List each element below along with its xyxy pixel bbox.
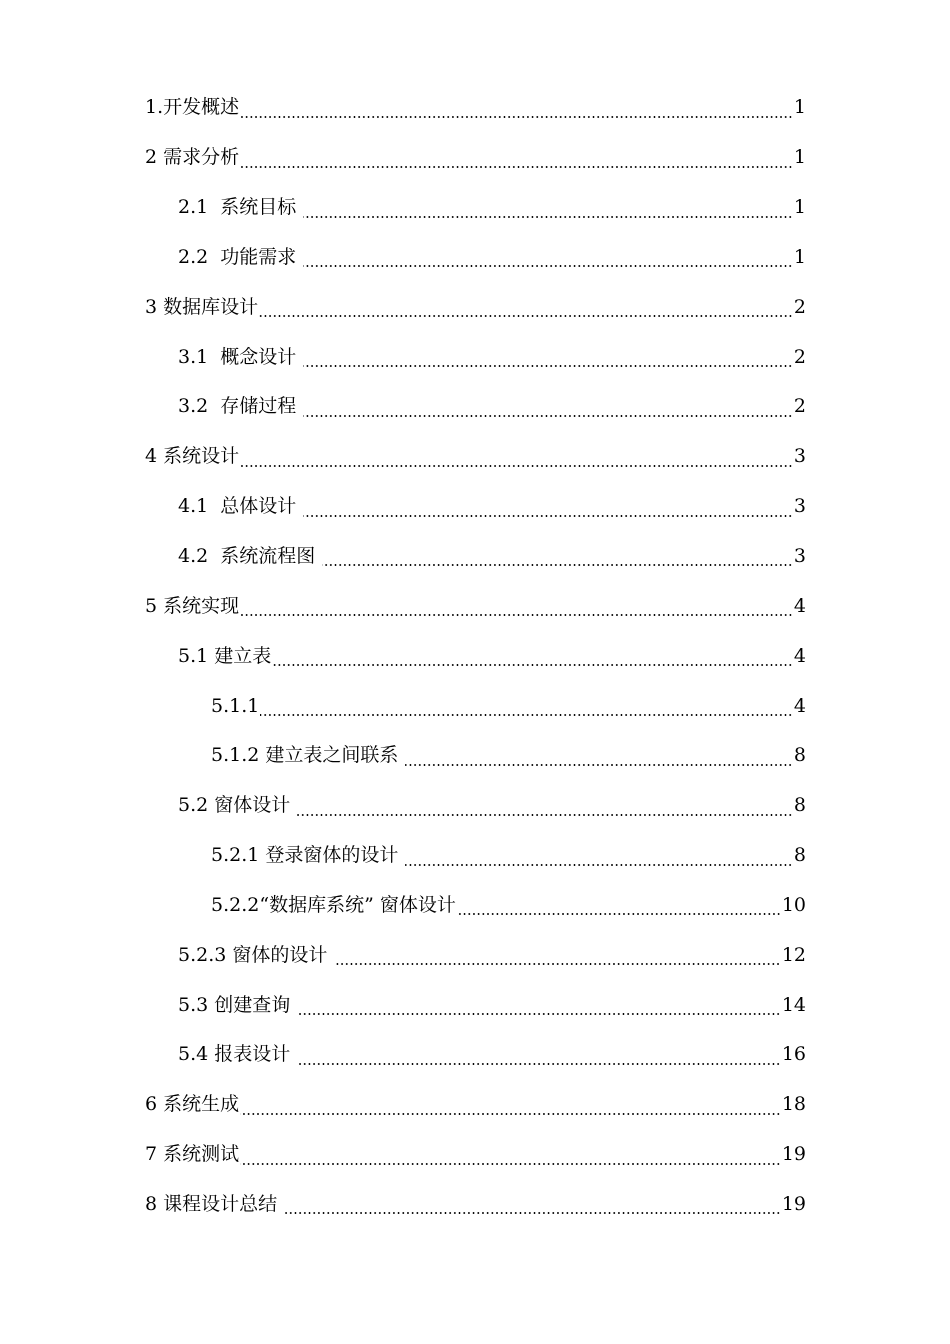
toc-entry-title: 创建查询 xyxy=(214,993,297,1016)
toc-entry-number: 5.1.1 xyxy=(211,694,260,717)
toc-entry-title: “数据库系统” 窗体设计 xyxy=(259,893,456,916)
toc-page-number: 1 xyxy=(793,146,806,169)
toc-page-number: 2 xyxy=(793,345,806,368)
toc-page-number: 3 xyxy=(793,495,806,518)
toc-page-number: 14 xyxy=(781,993,806,1016)
toc-dot-leader xyxy=(405,764,792,766)
toc-entry[interactable] xyxy=(0,881,950,931)
toc-entry-number: 5.1 xyxy=(178,644,215,667)
toc-page-number: 1 xyxy=(793,245,806,268)
toc-entry-number: 5.2 xyxy=(178,794,215,817)
toc-entry[interactable] xyxy=(0,532,950,582)
toc-dot-leader xyxy=(303,515,793,517)
toc-entry-number: 5.2.2 xyxy=(211,893,260,916)
toc-entry-number: 6 xyxy=(145,1093,164,1116)
toc-entry[interactable] xyxy=(0,282,950,332)
toc-entry-number: 5 xyxy=(145,594,164,617)
toc-dot-leader xyxy=(240,1113,781,1115)
toc-dot-leader xyxy=(322,564,793,566)
toc-page-number: 4 xyxy=(793,594,806,617)
toc-entry-number: 5.3 xyxy=(178,993,215,1016)
toc-entry[interactable] xyxy=(0,1030,950,1080)
toc-entry[interactable] xyxy=(0,781,950,831)
toc-page-number: 19 xyxy=(781,1192,806,1215)
toc-page-number: 8 xyxy=(793,744,806,767)
toc-entry[interactable] xyxy=(0,233,950,283)
toc-dot-leader xyxy=(297,1013,781,1015)
toc-page-number: 10 xyxy=(781,893,806,916)
toc-entry-number: 4.1 xyxy=(178,495,221,518)
toc-page-number: 3 xyxy=(793,445,806,468)
toc-entry[interactable] xyxy=(0,631,950,681)
toc-page-number: 12 xyxy=(781,943,806,966)
toc-dot-leader xyxy=(272,664,793,666)
toc-entry-title: 课程设计总结 xyxy=(163,1192,284,1215)
toc-dot-leader xyxy=(303,216,793,218)
toc-dot-leader xyxy=(240,166,793,168)
toc-entry-title: 存储过程 xyxy=(220,395,303,418)
toc-entry-title: 系统目标 xyxy=(220,196,303,219)
toc-entry[interactable] xyxy=(0,432,950,482)
toc-entry[interactable] xyxy=(0,581,950,631)
toc-entry[interactable] xyxy=(0,133,950,183)
toc-page-number: 16 xyxy=(781,1043,806,1066)
toc-entry-number: 5.4 xyxy=(178,1043,215,1066)
toc-entry[interactable] xyxy=(0,183,950,233)
toc-entry-number: 3.1 xyxy=(178,345,221,368)
toc-entry-number: 5.2.1 xyxy=(211,844,266,867)
toc-entry-title: 窗体设计 xyxy=(214,794,297,817)
toc-entry-title: 总体设计 xyxy=(220,495,303,518)
toc-entry[interactable] xyxy=(0,930,950,980)
toc-entry-title: 系统设计 xyxy=(163,445,240,468)
toc-entry-number: 4.2 xyxy=(178,545,221,568)
toc-dot-leader xyxy=(240,614,793,616)
toc-entry-number: 4 xyxy=(145,445,164,468)
toc-entry-number: 1. xyxy=(145,96,164,119)
toc-entry-number: 7 xyxy=(145,1143,164,1166)
toc-dot-leader xyxy=(303,265,793,267)
toc-entry-number: 3 xyxy=(145,295,164,318)
toc-entry-title: 建立表 xyxy=(214,644,272,667)
toc-entry-number: 5.1.2 xyxy=(211,744,266,767)
toc-dot-leader xyxy=(334,963,780,965)
toc-page-number: 2 xyxy=(793,395,806,418)
toc-entry[interactable] xyxy=(0,83,950,133)
toc-dot-leader xyxy=(260,714,793,716)
toc-dot-leader xyxy=(284,1212,781,1214)
toc-entry-title: 系统测试 xyxy=(163,1143,240,1166)
toc-entry-title: 系统实现 xyxy=(163,594,240,617)
toc-entry[interactable] xyxy=(0,831,950,881)
toc-entry-title: 报表设计 xyxy=(214,1043,297,1066)
toc-entry[interactable] xyxy=(0,382,950,432)
toc-dot-leader xyxy=(240,116,793,118)
toc-page-number: 4 xyxy=(793,694,806,717)
toc-page-number: 19 xyxy=(781,1143,806,1166)
toc-page-number: 4 xyxy=(793,644,806,667)
toc-entry[interactable] xyxy=(0,980,950,1030)
toc-entry[interactable] xyxy=(0,731,950,781)
toc-dot-leader xyxy=(259,315,793,317)
toc-entry[interactable] xyxy=(0,1130,950,1180)
toc-entry-title: 建立表之间联系 xyxy=(265,744,405,767)
toc-dot-leader xyxy=(240,465,793,467)
toc-entry-title: 开发概述 xyxy=(163,96,240,119)
toc-entry[interactable] xyxy=(0,1180,950,1230)
toc-entry-title: 数据库设计 xyxy=(163,295,259,318)
toc-entry-number: 2.2 xyxy=(178,245,221,268)
toc-page-number: 8 xyxy=(793,794,806,817)
toc-dot-leader xyxy=(405,864,792,866)
toc-entry-number: 5.2.3 xyxy=(178,943,233,966)
toc-entry[interactable] xyxy=(0,681,950,731)
toc-page-number: 2 xyxy=(793,295,806,318)
toc-entry-number: 3.2 xyxy=(178,395,221,418)
toc-page-number: 3 xyxy=(793,545,806,568)
toc-entry-number: 2 xyxy=(145,146,164,169)
toc-page-number: 1 xyxy=(793,96,806,119)
toc-entry-title: 登录窗体的设计 xyxy=(265,844,405,867)
toc-page-number: 8 xyxy=(793,844,806,867)
toc-dot-leader xyxy=(240,1163,781,1165)
toc-dot-leader xyxy=(297,1063,781,1065)
toc-entry-number: 8 xyxy=(145,1192,164,1215)
toc-entry[interactable] xyxy=(0,482,950,532)
toc-page-number: 18 xyxy=(781,1093,806,1116)
toc-dot-leader xyxy=(297,814,793,816)
toc-entry-title: 系统生成 xyxy=(163,1093,240,1116)
toc-dot-leader xyxy=(303,365,793,367)
toc-entry-title: 系统流程图 xyxy=(220,545,322,568)
toc-entry-title: 需求分析 xyxy=(163,146,240,169)
toc-entry-number: 2.1 xyxy=(178,196,221,219)
toc-entry[interactable] xyxy=(0,1080,950,1130)
toc-entry[interactable] xyxy=(0,332,950,382)
toc-dot-leader xyxy=(457,913,781,915)
toc-page-number: 1 xyxy=(793,196,806,219)
table-of-contents xyxy=(0,83,950,1229)
toc-entry-title: 概念设计 xyxy=(220,345,303,368)
toc-dot-leader xyxy=(303,415,793,417)
toc-entry-title: 功能需求 xyxy=(220,245,303,268)
toc-entry-title: 窗体的设计 xyxy=(232,943,334,966)
